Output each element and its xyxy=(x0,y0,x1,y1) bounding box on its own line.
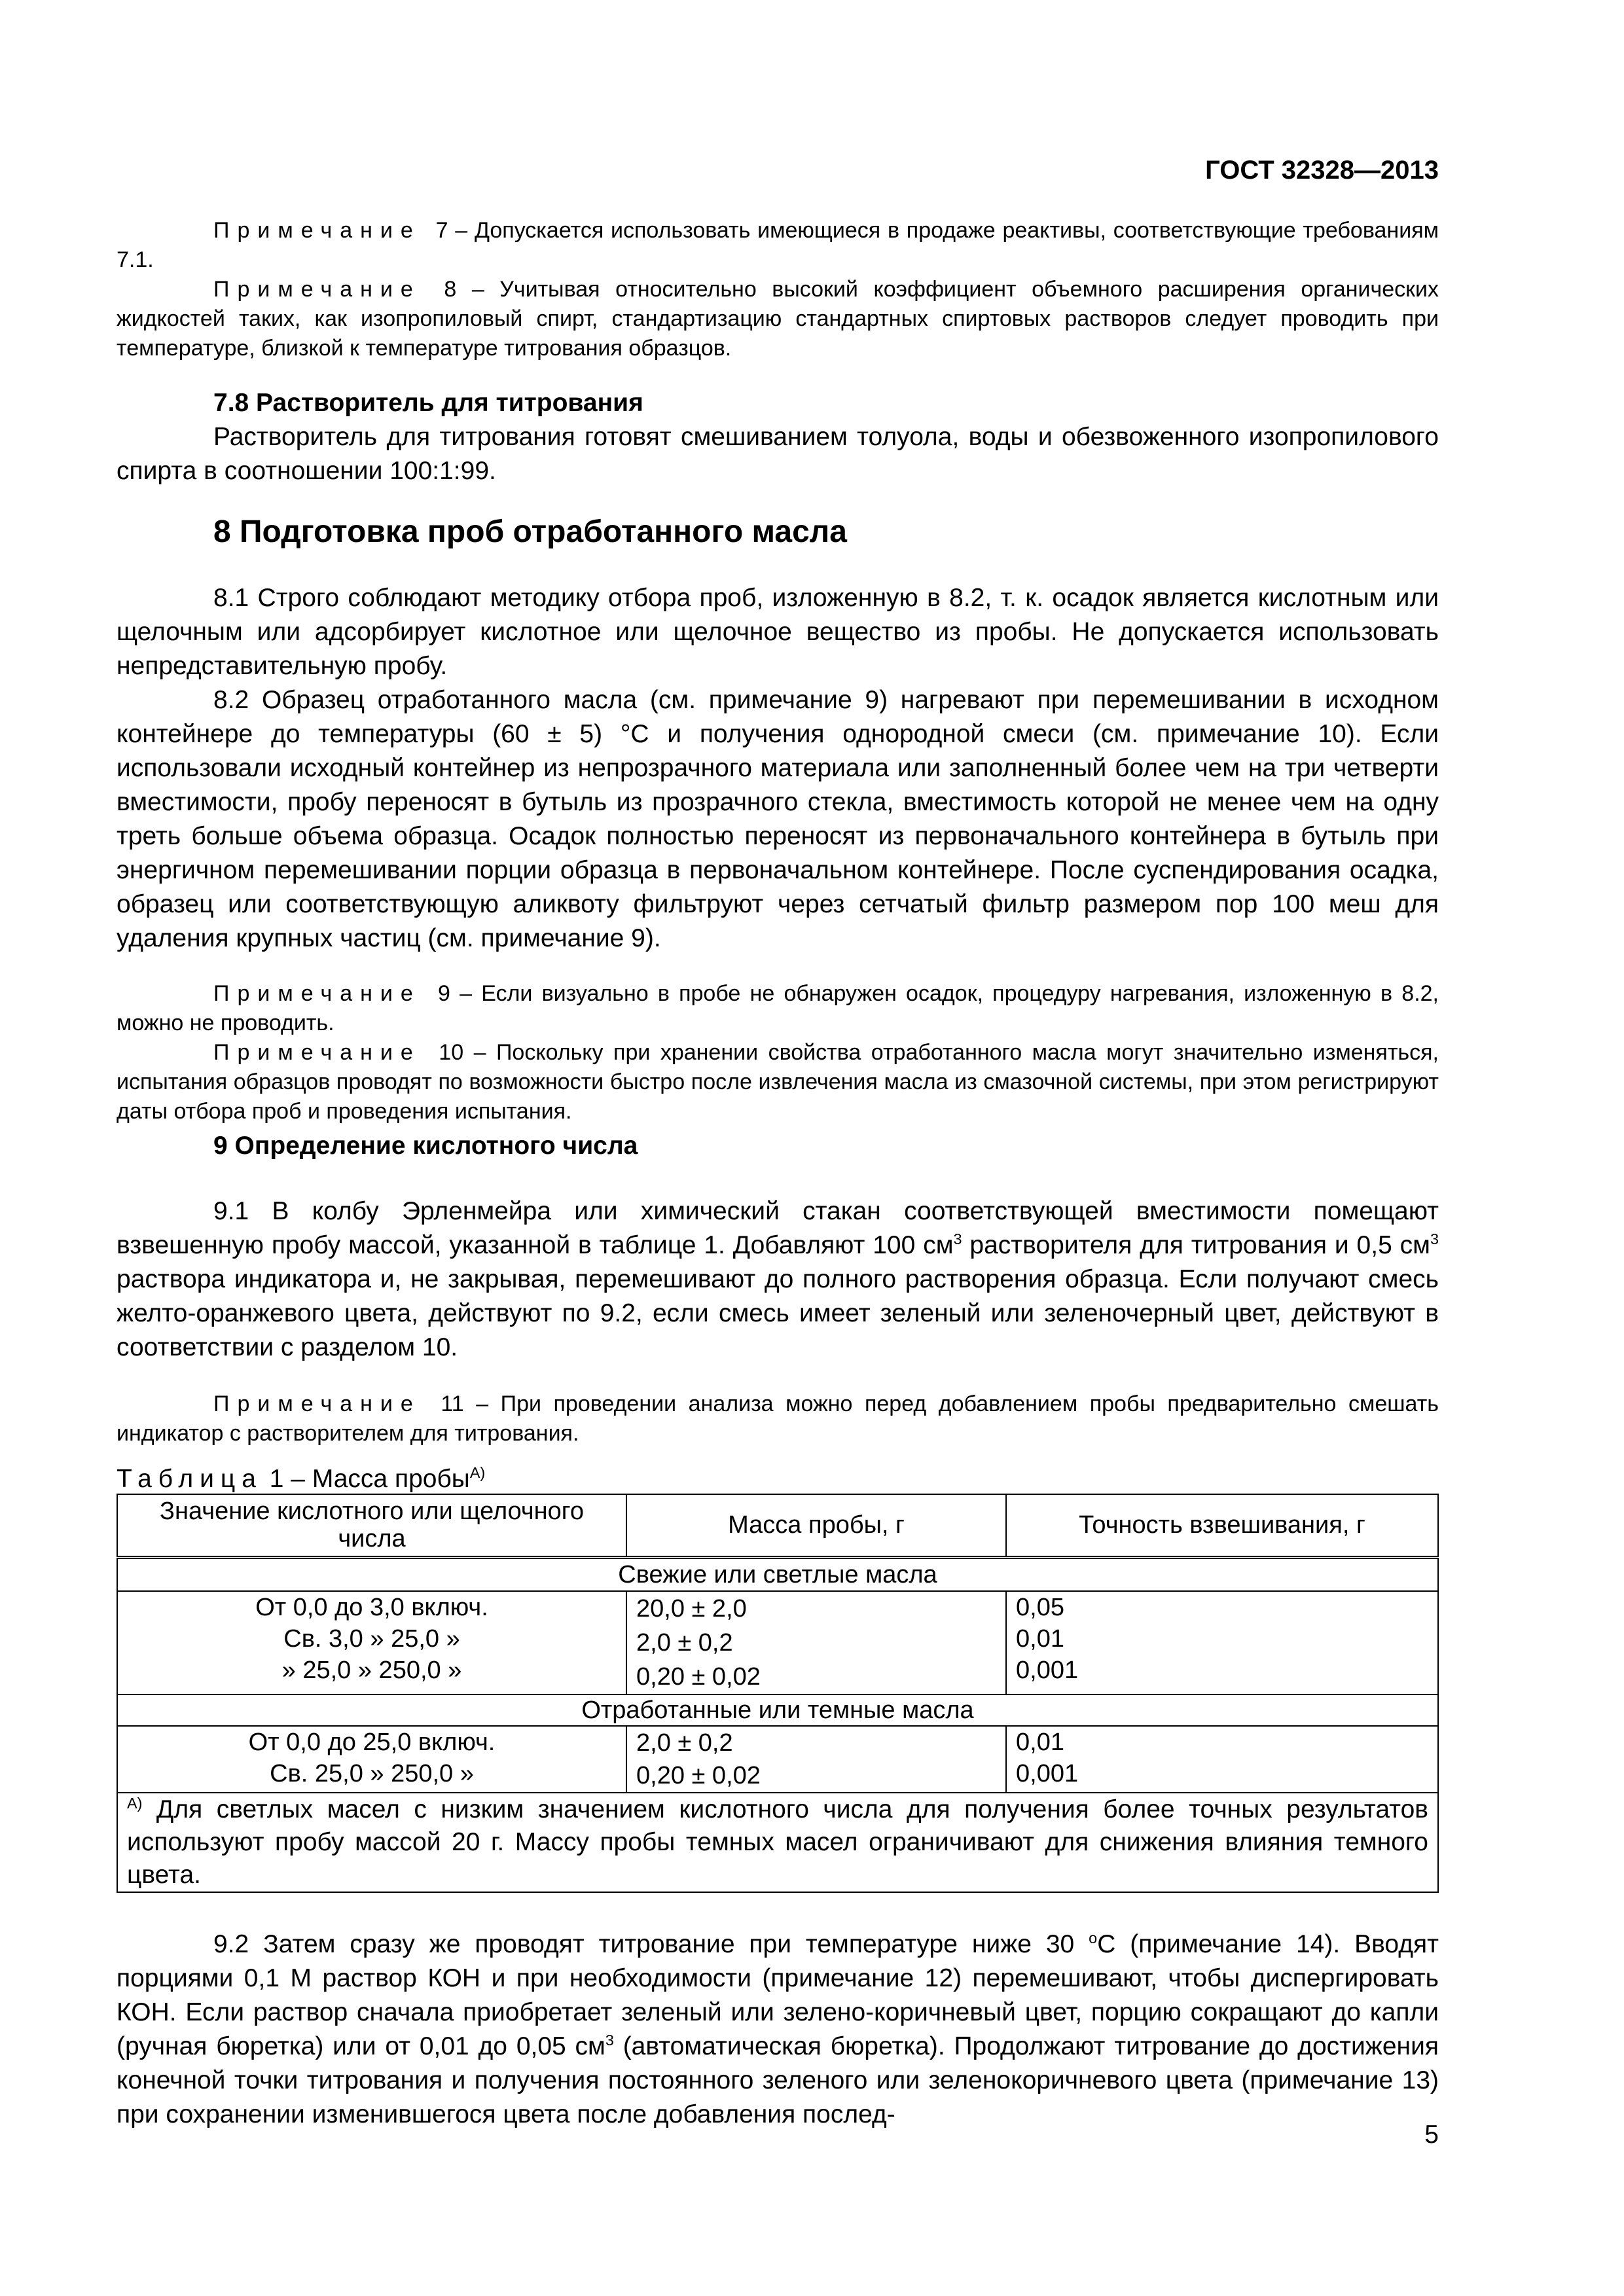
caption-label: Таблица xyxy=(117,1465,262,1493)
footnote-text: Для светлых масел с низким значением кислотного числа для получения более точных результатов используют пробу массой 20 г. Массу пробы темных масел ограничивают для снижения влияния темного цвета. xyxy=(127,1795,1428,1889)
text-run: С (примечание 14). Вводят порциями 0,1 М раствор КОН и при необходимости (примечание 12) перемешивают, чтобы диспергировать КОН. Если раствор сначала приобретает зеленый или зелено-коричневый цвет, порцию сокращают до капли (ручная бюретка) или от 0,01 до 0,05 см xyxy=(117,1930,1439,2060)
superscript: 3 xyxy=(1430,1230,1439,1247)
group-label: Отработанные или темные масла xyxy=(117,1695,1438,1726)
note-number: 8 xyxy=(444,277,457,302)
text-run: 9.1 В колбу Эрленмейра или химический стакан соответствующей вместимости помещают взвешенную пробу массой, указанной в таблице 1. Добавляют 100 см xyxy=(117,1197,1439,1259)
table-cell xyxy=(626,1726,1006,1793)
text-run: растворителя для титрования и 0,5 см xyxy=(962,1231,1430,1259)
mass-table xyxy=(117,1494,1439,1893)
table-caption xyxy=(117,1465,1439,1494)
note-10 xyxy=(117,1038,1439,1126)
table-1 xyxy=(117,1465,1439,1893)
cell-line: 20,0 ± 2,0 xyxy=(636,1594,747,1623)
note-text: – Поскольку при хранении свойства отработанного масла могут значительно изменяться, испытания образцов проводят по возможности быстро после извлечения масла из смазочной системы, при этом регистрируют даты отбора проб и проведения испытания. xyxy=(117,1040,1439,1124)
caption-superscript: A) xyxy=(469,1464,486,1481)
paragraph-9-2-block xyxy=(117,1928,1439,2132)
column-header: Масса пробы, г xyxy=(626,1494,1006,1557)
section-8 xyxy=(117,514,1439,1126)
note-number: 11 xyxy=(441,1391,464,1416)
paragraph-8-2: 8.2 Образец отработанного масла (см. примечание 9) нагревают при перемешивании в исходном контейнере до температуры (60 ± 5) °С и получения однородной смеси (см. примечание 10). Если использовали исходный контейнер из непрозрачного материала или заполненный более чем на три четверти вместимости, пробу переносят в бутыль из прозрачного стекла, вместимость которой не менее чем на одну треть больше объема образца. Осадок полностью переносят из первоначального контейнера в бутыль при энергичном перемешивании порции образца в первоначальном контейнере. После суспендирования осадка, образец или соответствующую аликвоту фильтруют через сетчатый фильтр размером пор 100 меш для удаления крупных частиц (см. примечание 9). xyxy=(117,686,1439,952)
text-run: 9.2 Затем сразу же проводят титрование при температуре ниже 30 xyxy=(213,1930,1089,1958)
cell-line: » 25,0 » 250,0 » xyxy=(281,1656,462,1684)
note-text: – Учитывая относительно высокий коэффициент объемного расширения органических жидкостей таких, как изопропиловый спирт, стандартизацию стандартных спиртовых растворов следует проводить при температуре, близкой к температуре титрования образцов. xyxy=(117,277,1439,361)
table-row xyxy=(117,1591,1438,1695)
superscript: 3 xyxy=(605,2032,614,2049)
table-cell xyxy=(117,1591,626,1695)
note-text: – Допускается использовать имеющиеся в продаже реактивы, соответствующие требованиям 7.1. xyxy=(117,218,1439,272)
paragraph-9-1 xyxy=(117,1194,1439,1365)
table-cell xyxy=(117,1726,626,1793)
note-number: 9 xyxy=(438,981,450,1006)
note-number: 10 xyxy=(439,1040,464,1065)
text-run: раствора индикатора и, не закрывая, перемешивают до полного растворения образца. Если получают смесь желто-оранжевого цвета, действуют по 9.2, если смесь имеет зеленый или зеленочерный цвет, действуют в соответствии с разделом 10. xyxy=(117,1265,1439,1361)
section-heading: 9 Определение кислотного числа xyxy=(213,1132,638,1160)
section-7-8 xyxy=(117,386,1439,488)
footnote-marker: A) xyxy=(127,1794,143,1812)
group-label: Свежие или светлые масла xyxy=(117,1557,1438,1591)
cell-line: 0,05 xyxy=(1016,1593,1064,1621)
cell-line: 0,01 xyxy=(1016,1624,1064,1653)
note-label: Примечание xyxy=(213,1391,421,1416)
table-group-row xyxy=(117,1557,1438,1591)
cell-line: 0,001 xyxy=(1016,1656,1079,1684)
text-run: (автоматическая бюретка). Продолжают титрование до достижения конечной точки титрования и получения постоянного зеленого или зеленокоричневого цвета (примечание 13) при сохранении изменившегося цвета после добавления послед- xyxy=(117,2032,1439,2128)
table-cell xyxy=(626,1591,1006,1695)
section-paragraph: Растворитель для титрования готовят смешиванием толуола, воды и обезвоженного изопропилового спирта в соотношении 100:1:99. xyxy=(117,423,1439,485)
note-8 xyxy=(117,275,1439,363)
cell-line: От 0,0 до 25,0 включ. xyxy=(248,1728,496,1756)
table-group-row xyxy=(117,1695,1438,1726)
degree-superscript: o xyxy=(1089,1929,1098,1946)
note-9 xyxy=(117,979,1439,1038)
cell-line: 0,20 ± 0,02 xyxy=(636,1761,761,1789)
note-text: – При проведении анализа можно перед добавлением пробы предварительно смешать индикатор с растворителем для титрования. xyxy=(117,1391,1439,1446)
document-header: ГОСТ 32328—2013 xyxy=(1205,156,1439,185)
paragraph-9-2 xyxy=(117,1928,1439,2132)
cell-line: 0,20 ± 0,02 xyxy=(636,1662,761,1691)
table-header-row xyxy=(117,1494,1438,1557)
column-header: Значение кислотного или щелочного числа xyxy=(117,1494,626,1557)
cell-line: 0,01 xyxy=(1016,1728,1064,1756)
note-7 xyxy=(117,216,1439,275)
section-heading: 7.8 Растворитель для титрования xyxy=(213,389,643,417)
paragraph-8-1: 8.1 Строго соблюдают методику отбора проб, изложенную в 8.2, т. к. осадок является кислотным или щелочным или адсорбирует кислотное или щелочное вещество из пробы. Не допускается использовать непредставительную пробу. xyxy=(117,584,1439,680)
note-11 xyxy=(117,1390,1439,1448)
cell-line: Св. 25,0 » 250,0 » xyxy=(270,1759,474,1787)
note-label: Примечание xyxy=(213,1040,421,1065)
superscript: 3 xyxy=(953,1230,962,1247)
cell-line: Св. 3,0 » 25,0 » xyxy=(283,1624,460,1653)
cell-line: 2,0 ± 0,2 xyxy=(636,1628,733,1657)
note-text: – Если визуально в пробе не обнаружен осадок, процедуру нагревания, изложенную в 8.2, можно не проводить. xyxy=(117,981,1439,1035)
table-cell xyxy=(1006,1726,1438,1793)
note-number: 7 xyxy=(435,218,448,243)
cell-line: От 0,0 до 3,0 включ. xyxy=(255,1593,488,1621)
column-header: Точность взвешивания, г xyxy=(1006,1494,1438,1557)
section-title: 8 Подготовка проб отработанного масла xyxy=(213,514,847,549)
caption-text: 1 – Масса пробы xyxy=(269,1465,470,1493)
table-footnote xyxy=(117,1793,1438,1892)
notes-top xyxy=(117,216,1439,363)
note-label: Примечание xyxy=(213,981,421,1006)
table-footnote-row xyxy=(117,1793,1438,1892)
cell-line: 0,001 xyxy=(1016,1759,1079,1787)
table-row xyxy=(117,1726,1438,1793)
note-label: Примечание xyxy=(213,277,421,302)
cell-line: 2,0 ± 0,2 xyxy=(636,1729,733,1757)
page-number: 5 xyxy=(1424,2121,1439,2149)
table-cell xyxy=(1006,1591,1438,1695)
note-label: Примечание xyxy=(213,218,421,243)
section-9 xyxy=(117,1129,1439,1448)
